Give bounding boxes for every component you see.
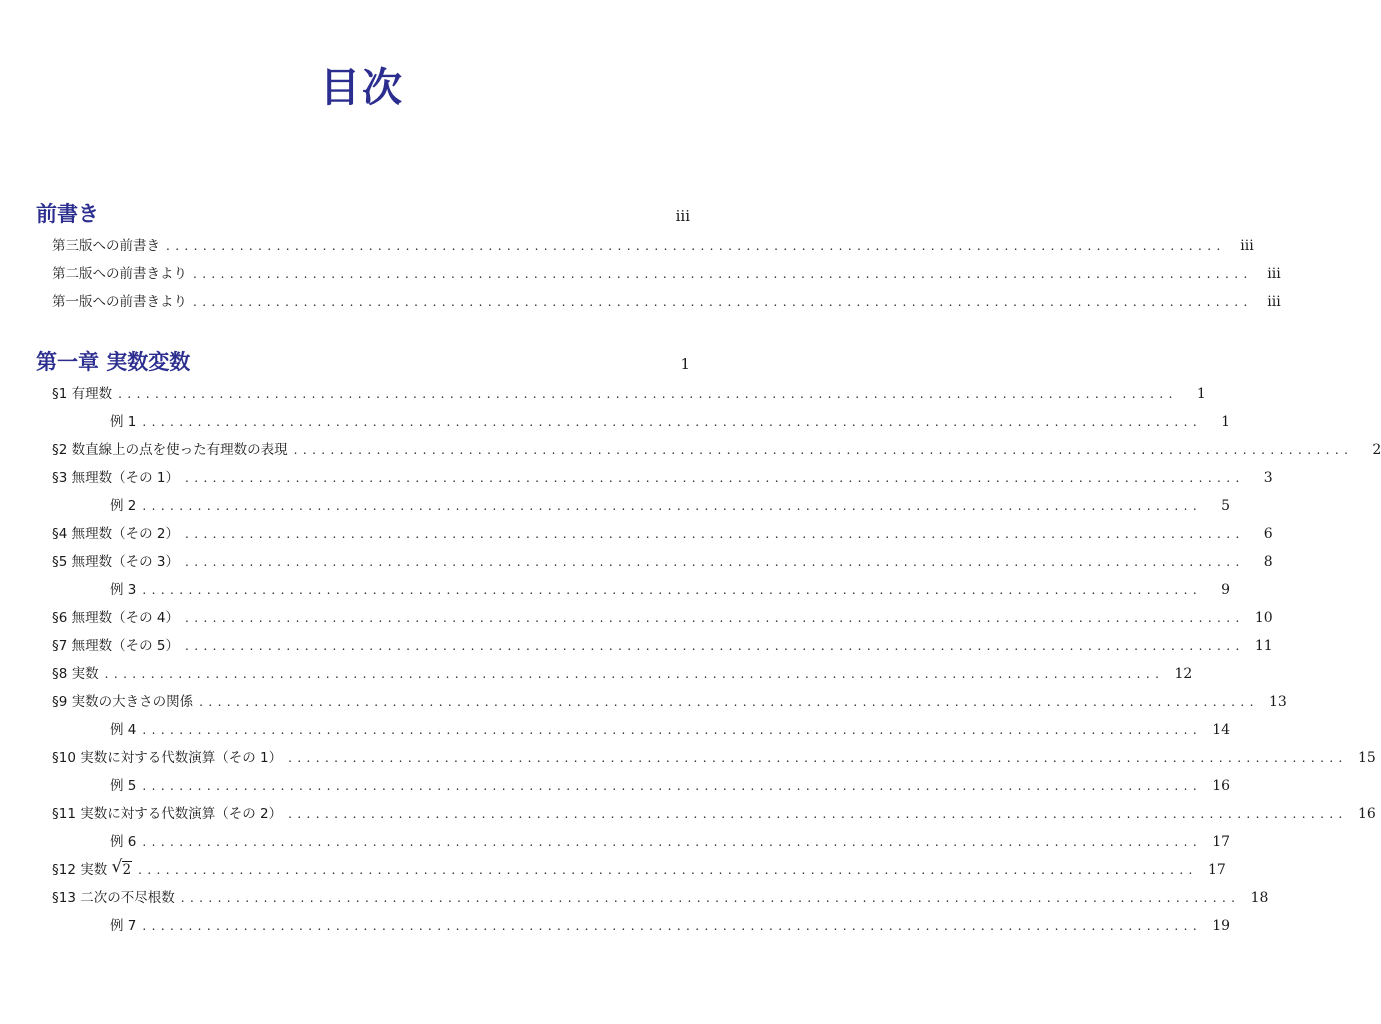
- toc-entry[interactable]: [52, 237, 1254, 255]
- entry-page: 11: [1254, 638, 1273, 654]
- dot-leader: ...................................................................................................................: [142, 835, 1203, 849]
- toc-entry[interactable]: [52, 469, 1273, 487]
- page-title: 目次: [320, 65, 404, 111]
- entry-label: §4 無理数（その 2）: [52, 526, 180, 542]
- entry-label: §2 数直線上の点を使った有理数の表現: [52, 442, 288, 458]
- entry-page: 3: [1263, 470, 1273, 486]
- toc-entry[interactable]: [52, 665, 1193, 683]
- entry-page: 13: [1268, 694, 1287, 710]
- entry-page: iii: [1267, 294, 1281, 310]
- toc-entry[interactable]: [110, 833, 1231, 851]
- toc-entry[interactable]: [52, 385, 1206, 403]
- dot-leader: ...................................................................................................................: [193, 267, 1253, 281]
- entry-page: 17: [1212, 834, 1231, 850]
- chapter-title: 前書き: [36, 202, 99, 226]
- dot-leader: ...................................................................................................................: [288, 751, 1348, 765]
- entry-page: 9: [1221, 582, 1231, 598]
- square-root-symbol: √ 2: [111, 857, 132, 878]
- entry-page: 1: [1196, 386, 1206, 402]
- dot-leader: ...................................................................................................................: [180, 891, 1241, 905]
- toc-entry[interactable]: [52, 749, 1376, 767]
- entry-label: 例 4: [110, 722, 137, 738]
- entry-label: §9 実数の大きさの関係: [52, 694, 194, 710]
- entry-label: 例 5: [110, 778, 137, 794]
- dot-leader: ...................................................................................................................: [193, 295, 1253, 309]
- chapter-page: iii: [675, 207, 690, 225]
- entry-page: 12: [1174, 666, 1193, 682]
- entry-page: iii: [1267, 266, 1281, 282]
- dot-leader: ...................................................................................................................: [185, 639, 1245, 653]
- toc-entry[interactable]: [110, 581, 1231, 599]
- dot-leader: ...................................................................................................................: [138, 863, 1198, 877]
- entry-page: 16: [1357, 806, 1376, 822]
- dot-leader: ...................................................................................................................: [185, 471, 1245, 485]
- entry-page: 6: [1263, 526, 1273, 542]
- entry-page: 10: [1254, 610, 1273, 626]
- entry-label: §3 無理数（その 1）: [52, 470, 180, 486]
- toc-chapter-1[interactable]: [36, 346, 690, 376]
- entry-page: iii: [1240, 238, 1254, 254]
- entry-label: 第一版への前書きより: [52, 294, 187, 310]
- dot-leader: ...................................................................................................................: [104, 667, 1165, 681]
- entry-label: §13 二次の不尽根数: [52, 890, 175, 906]
- entry-label: §11 実数に対する代数演算（その 2）: [52, 806, 283, 822]
- entry-label: §8 実数: [52, 666, 99, 682]
- toc-entry[interactable]: [52, 441, 1381, 459]
- entry-label: 例 6: [110, 834, 137, 850]
- entry-label: 例 7: [110, 918, 137, 934]
- entry-label: 第二版への前書きより: [52, 266, 187, 282]
- entry-label: 例 3: [110, 582, 137, 598]
- toc-entry[interactable]: [52, 637, 1273, 655]
- entry-page: 18: [1250, 890, 1269, 906]
- toc-entry[interactable]: [52, 805, 1376, 823]
- entry-page: 14: [1212, 722, 1231, 738]
- entry-page: 2: [1372, 442, 1381, 458]
- toc-entry[interactable]: [52, 265, 1281, 283]
- entry-page: 5: [1221, 498, 1231, 514]
- toc-entry[interactable]: [52, 609, 1273, 627]
- toc-entry[interactable]: [110, 497, 1231, 515]
- entry-label: §6 無理数（その 4）: [52, 610, 180, 626]
- toc-entry[interactable]: [110, 721, 1231, 739]
- dot-leader: ...................................................................................................................: [185, 611, 1245, 625]
- entry-page: 19: [1212, 918, 1231, 934]
- dot-leader: ...................................................................................................................: [293, 443, 1354, 457]
- toc-entry[interactable]: [52, 693, 1287, 711]
- entry-label: §10 実数に対する代数演算（その 1）: [52, 750, 283, 766]
- toc-chapter-preface[interactable]: [36, 198, 690, 228]
- chapter-title: 第一章 実数変数: [36, 350, 191, 374]
- entry-label: 第三版への前書き: [52, 238, 160, 254]
- entry-label-text: §12 実数: [52, 862, 112, 878]
- dot-leader: ...................................................................................................................: [185, 555, 1245, 569]
- entry-label: §1 有理数: [52, 386, 113, 402]
- entry-page: 8: [1263, 554, 1273, 570]
- toc-entry[interactable]: [52, 889, 1269, 907]
- entry-page: 1: [1221, 414, 1231, 430]
- entry-label: §7 無理数（その 5）: [52, 638, 180, 654]
- entry-label: 例 1: [110, 414, 137, 430]
- entry-label: 例 2: [110, 498, 137, 514]
- entry-page: 15: [1357, 750, 1376, 766]
- toc-entry[interactable]: [52, 857, 1226, 879]
- dot-leader: ...................................................................................................................: [288, 807, 1348, 821]
- toc-entry[interactable]: [110, 917, 1231, 935]
- dot-leader: ...................................................................................................................: [142, 919, 1203, 933]
- toc-entry[interactable]: [52, 553, 1273, 571]
- toc-entry[interactable]: [110, 413, 1231, 431]
- toc-entry[interactable]: [52, 525, 1273, 543]
- dot-leader: ...................................................................................................................: [199, 695, 1259, 709]
- dot-leader: ...................................................................................................................: [142, 723, 1203, 737]
- entry-page: 16: [1212, 778, 1231, 794]
- toc-entry[interactable]: [52, 293, 1281, 311]
- chapter-page: 1: [680, 355, 690, 373]
- entry-page: 17: [1207, 862, 1226, 878]
- entry-label: [52, 857, 132, 879]
- toc-entry[interactable]: [110, 777, 1231, 795]
- dot-leader: ...................................................................................................................: [142, 583, 1203, 597]
- sqrt-radicand: 2: [122, 862, 132, 878]
- dot-leader: ...................................................................................................................: [118, 387, 1178, 401]
- dot-leader: ...................................................................................................................: [142, 499, 1203, 513]
- dot-leader: ...................................................................................................................: [142, 779, 1203, 793]
- dot-leader: ...................................................................................................................: [142, 415, 1203, 429]
- dot-leader: ...................................................................................................................: [185, 527, 1245, 541]
- dot-leader: ...................................................................................................................: [166, 239, 1226, 253]
- entry-label: §5 無理数（その 3）: [52, 554, 180, 570]
